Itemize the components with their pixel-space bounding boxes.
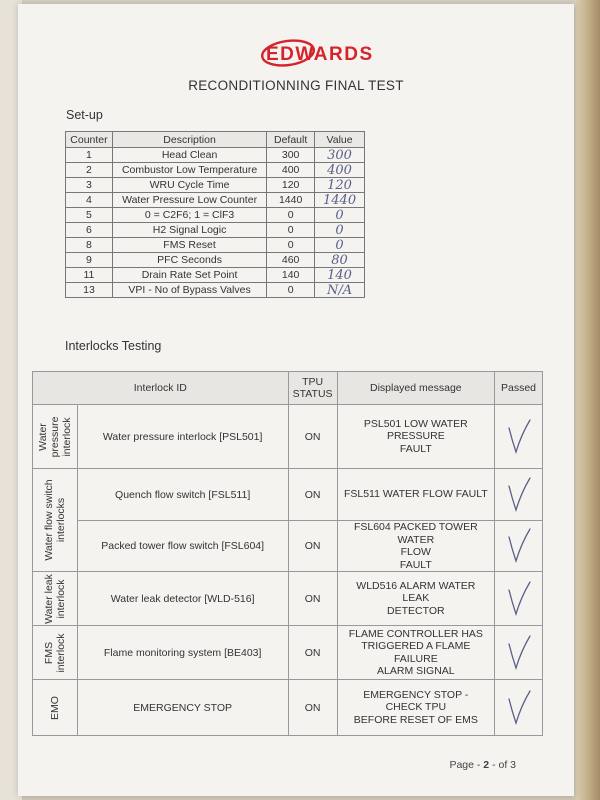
passed-cell: [495, 405, 543, 469]
message-line: PSL501 LOW WATER PRESSURE: [363, 417, 468, 443]
group-label-line: Water leak: [42, 573, 55, 624]
setup-header-default: Default: [267, 132, 315, 148]
handwritten-value: 400: [327, 162, 352, 178]
message-line: FSL604 PACKED TOWER WATER: [353, 521, 478, 546]
interlock-id-cell: Packed tower flow switch [FSL604]: [77, 521, 288, 572]
passed-cell: [495, 469, 543, 521]
document-title: RECONDITIONNING FINAL TEST: [188, 78, 404, 93]
displayed-message-cell: [337, 626, 494, 680]
page-number: 2: [483, 759, 490, 771]
setup-value-cell: [315, 223, 365, 238]
setup-header-row: [66, 132, 365, 148]
setup-counter-cell: 1: [66, 148, 113, 163]
setup-description-cell: PFC Seconds: [112, 253, 266, 268]
interlock-group-label: [33, 405, 78, 469]
setup-row: [66, 268, 365, 283]
setup-description-cell: 0 = C2F6; 1 = ClF3: [112, 208, 266, 223]
handwritten-value: 0: [335, 237, 344, 253]
displayed-message-cell: [337, 680, 494, 736]
interlock-id-cell: Flame monitoring system [BE403]: [77, 626, 288, 680]
setup-value-cell: [315, 253, 365, 268]
interlock-id-cell: Water leak detector [WLD-516]: [77, 572, 288, 626]
page-suffix: - of 3: [492, 759, 516, 771]
interlock-row: [33, 572, 543, 626]
setup-description-cell: WRU Cycle Time: [112, 178, 266, 193]
setup-header-value: Value: [315, 132, 365, 148]
setup-default-cell: 400: [267, 163, 315, 178]
message-line: TRIGGERED A FLAME FAILURE: [361, 640, 471, 665]
tpu-status-cell: ON: [288, 521, 337, 572]
background-right-wood: [576, 0, 600, 800]
message-line: FAULT: [399, 442, 432, 455]
message-line: EMERGENCY STOP - CHECK TPU: [363, 688, 469, 714]
setup-default-cell: 120: [267, 178, 315, 193]
group-label-line: interlock: [60, 416, 73, 457]
setup-header-counter: Counter: [66, 132, 113, 148]
message-line: FAULT: [399, 558, 432, 571]
displayed-message-cell: [337, 469, 494, 521]
tpu-status-cell: ON: [288, 469, 337, 521]
setup-row: [66, 238, 365, 253]
interlock-group-label: [33, 680, 78, 736]
message-line: DETECTOR: [387, 604, 445, 617]
setup-label: Set-up: [66, 108, 103, 122]
group-label-line: interlocks: [54, 497, 67, 543]
displayed-message-cell: [337, 405, 494, 469]
setup-description-cell: Drain Rate Set Point: [112, 268, 266, 283]
tpu-status-cell: ON: [288, 572, 337, 626]
interlock-group-label: [33, 626, 78, 680]
passed-cell: [495, 626, 543, 680]
setup-counter-cell: 5: [66, 208, 113, 223]
displayed-message-cell: [337, 572, 494, 626]
setup-default-cell: 300: [267, 148, 315, 163]
edwards-logo: [258, 36, 428, 70]
tpu-status-cell: ON: [288, 626, 337, 680]
setup-row: [66, 253, 365, 268]
handwritten-check-icon: [506, 634, 532, 672]
message-line: ALARM SIGNAL: [377, 665, 455, 677]
handwritten-value: 300: [327, 147, 352, 163]
setup-default-cell: 460: [267, 253, 315, 268]
logo-text: EDWARDS: [266, 44, 374, 65]
setup-description-cell: Water Pressure Low Counter: [112, 193, 266, 208]
page-prefix: Page -: [449, 759, 481, 771]
passed-cell: [495, 521, 543, 572]
setup-row: [66, 223, 365, 238]
group-label-line: pressure: [48, 416, 61, 457]
interlocks-header-status: [288, 372, 337, 405]
document-page: [18, 4, 574, 796]
setup-header-description: Description: [112, 132, 266, 148]
setup-value-cell: [315, 268, 365, 283]
setup-description-cell: FMS Reset: [112, 238, 266, 253]
setup-counter-cell: 13: [66, 283, 113, 298]
setup-counter-cell: 4: [66, 193, 113, 208]
message-line: BEFORE RESET OF EMS: [353, 713, 478, 726]
group-label-line: FMS: [42, 641, 55, 664]
setup-row: [66, 178, 365, 193]
interlock-row: [33, 405, 543, 469]
handwritten-check-icon: [506, 689, 532, 727]
setup-row: [66, 193, 365, 208]
handwritten-check-icon: [506, 476, 532, 514]
group-label-line: Water: [36, 422, 49, 451]
setup-counter-cell: 3: [66, 178, 113, 193]
handwritten-value: 120: [327, 177, 352, 193]
interlock-group-label: [33, 469, 78, 572]
interlock-group-label: [33, 572, 78, 626]
handwritten-value: 140: [327, 267, 352, 283]
handwritten-value: 80: [331, 252, 348, 268]
group-label-text: [43, 574, 67, 624]
setup-description-cell: H2 Signal Logic: [112, 223, 266, 238]
group-label-text: [43, 479, 67, 560]
interlocks-table: [32, 371, 543, 736]
interlocks-header-message: Displayed message: [337, 372, 494, 405]
setup-value-cell: [315, 208, 365, 223]
handwritten-check-icon: [506, 580, 532, 618]
handwritten-value: 1440: [323, 192, 357, 208]
interlock-row: [33, 469, 543, 521]
group-label-line: Water flow switch: [42, 479, 55, 561]
setup-value-cell: [315, 193, 365, 208]
message-line: WLD516 ALARM WATER LEAK: [356, 579, 476, 605]
setup-value-cell: [315, 238, 365, 253]
setup-default-cell: 1440: [267, 193, 315, 208]
handwritten-check-icon: [506, 418, 532, 456]
message-line: FSL511 WATER FLOW FAULT: [343, 488, 488, 501]
handwritten-value: 0: [335, 207, 344, 223]
setup-counter-cell: 11: [66, 268, 113, 283]
setup-value-cell: [315, 163, 365, 178]
setup-value-cell: [315, 148, 365, 163]
group-label-text: [49, 696, 61, 720]
setup-default-cell: 0: [267, 223, 315, 238]
setup-row: [66, 163, 365, 178]
setup-description-cell: Combustor Low Temperature: [112, 163, 266, 178]
setup-description-cell: Head Clean: [112, 148, 266, 163]
setup-value-cell: [315, 283, 365, 298]
setup-table: [65, 131, 365, 298]
setup-row: [66, 148, 365, 163]
group-label-text: [43, 633, 67, 672]
interlock-id-cell: EMERGENCY STOP: [77, 680, 288, 736]
message-line: FLAME CONTROLLER HAS: [348, 627, 483, 640]
passed-cell: [495, 572, 543, 626]
group-label-line: interlock: [54, 632, 67, 673]
setup-counter-cell: 8: [66, 238, 113, 253]
setup-value-cell: [315, 178, 365, 193]
setup-default-cell: 0: [267, 208, 315, 223]
tpu-status-cell: ON: [288, 680, 337, 736]
tpu-status-cell: ON: [288, 405, 337, 469]
setup-row: [66, 283, 365, 298]
setup-counter-cell: 6: [66, 223, 113, 238]
interlocks-header-row: [33, 372, 543, 405]
interlock-id-cell: Water pressure interlock [PSL501]: [77, 405, 288, 469]
interlock-row: [33, 626, 543, 680]
status-header-line1: TPU: [302, 376, 324, 388]
group-label-text: [37, 416, 73, 457]
interlocks-header-id: Interlock ID: [33, 372, 289, 405]
setup-counter-cell: 9: [66, 253, 113, 268]
interlock-row: [33, 521, 543, 572]
setup-description-cell: VPI - No of Bypass Valves: [112, 283, 266, 298]
setup-default-cell: 0: [267, 283, 315, 298]
group-label-line: EMO: [48, 695, 61, 720]
handwritten-value: N/A: [326, 282, 353, 298]
interlock-row: [33, 680, 543, 736]
message-line: FLOW: [400, 546, 431, 558]
handwritten-value: 0: [335, 222, 344, 238]
displayed-message-cell: [337, 521, 494, 572]
setup-counter-cell: 2: [66, 163, 113, 178]
page-footer: [449, 759, 516, 771]
handwritten-check-icon: [506, 527, 532, 565]
group-label-line: interlock: [54, 578, 67, 619]
interlock-id-cell: Quench flow switch [FSL511]: [77, 469, 288, 521]
setup-default-cell: 140: [267, 268, 315, 283]
interlocks-header-passed: Passed: [495, 372, 543, 405]
status-header-line2: STATUS: [292, 388, 333, 400]
setup-default-cell: 0: [267, 238, 315, 253]
passed-cell: [495, 680, 543, 736]
setup-row: [66, 208, 365, 223]
interlocks-label: Interlocks Testing: [65, 339, 162, 353]
